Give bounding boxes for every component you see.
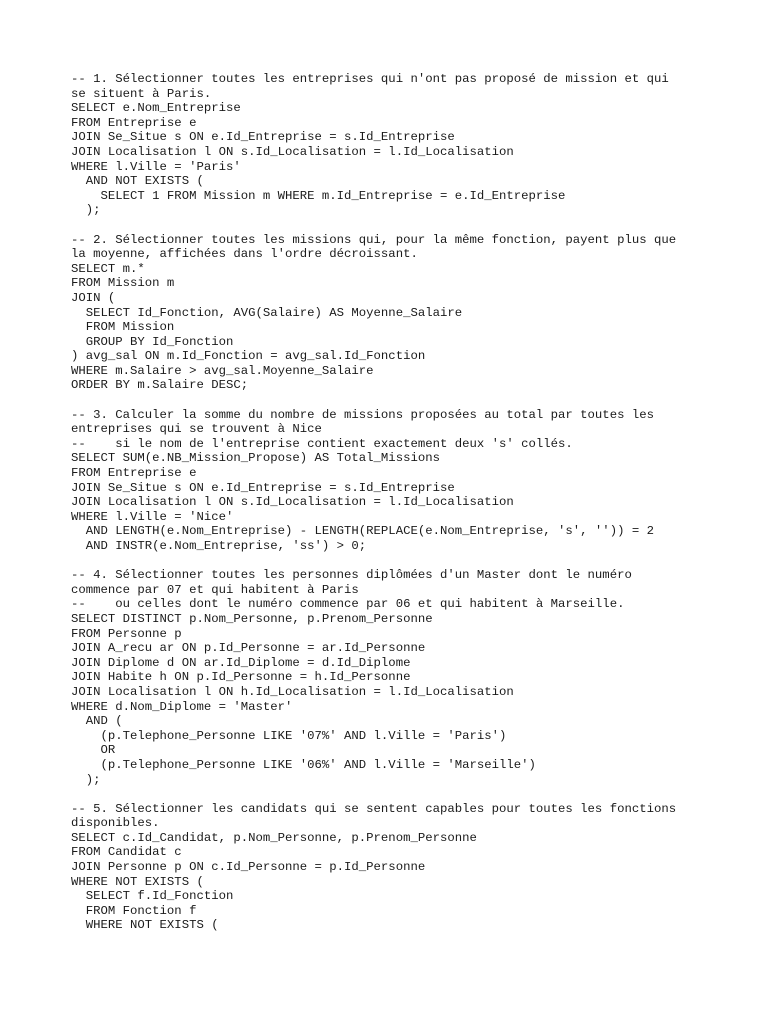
code-line: FROM Mission m: [71, 276, 175, 291]
code-line: WHERE l.Ville = 'Nice': [71, 509, 234, 524]
code-line: WHERE m.Salaire > avg_sal.Moyenne_Salaire: [71, 363, 374, 378]
code-line: OR: [71, 743, 116, 758]
code-line: GROUP BY Id_Fonction: [71, 334, 234, 349]
code-line: FROM Personne p: [71, 626, 182, 641]
comment-line: -- 1. Sélectionner toutes les entreprises qui n'ont pas proposé de mission et qui: [71, 72, 669, 86]
code-line: AND INSTR(e.Nom_Entreprise, 'ss') > 0;: [71, 539, 367, 553]
code-line: JOIN Se_Situe s ON e.Id_Entreprise = s.Id_Entreprise: [71, 480, 455, 495]
code-line: SELECT SUM(e.NB_Mission_Propose) AS Total_Missions: [71, 451, 440, 466]
code-line: FROM Candidat c: [71, 845, 182, 860]
code-line: ) avg_sal ON m.Id_Fonction = avg_sal.Id_Fonction: [71, 349, 426, 364]
code-line: AND (: [71, 714, 123, 729]
code-line: JOIN Se_Situe s ON e.Id_Entreprise = s.Id_Entreprise: [71, 130, 455, 145]
code-line: JOIN Personne p ON c.Id_Personne = p.Id_Personne: [71, 860, 426, 875]
blank-line: [71, 393, 731, 408]
code-line: SELECT c.Id_Candidat, p.Nom_Personne, p.Prenom_Personne: [71, 830, 477, 845]
code-line: disponibles.: [71, 816, 160, 831]
code-line: );: [71, 203, 101, 218]
code-line: AND LENGTH(e.Nom_Entreprise) - LENGTH(REPLACE(e.Nom_Entreprise, 's', '')) = 2: [71, 524, 654, 539]
comment-line: -- si le nom de l'entreprise contient exactement deux 's' collés.: [71, 436, 573, 451]
code-line: FROM Mission: [71, 320, 175, 335]
code-line: WHERE NOT EXISTS (: [71, 874, 204, 889]
code-line: WHERE d.Nom_Diplome = 'Master': [71, 699, 293, 714]
code-line: (p.Telephone_Personne LIKE '06%' AND l.Ville = 'Marseille'): [71, 757, 536, 772]
blank-line: [71, 787, 731, 802]
code-line: FROM Entreprise e: [71, 466, 197, 481]
code-line: commence par 07 et qui habitent à Paris: [71, 582, 359, 597]
code-line: se situent à Paris.: [71, 86, 212, 101]
code-line: WHERE l.Ville = 'Paris': [71, 159, 241, 174]
code-line: WHERE NOT EXISTS (: [71, 918, 219, 933]
code-line: JOIN Diplome d ON ar.Id_Diplome = d.Id_Diplome: [71, 655, 411, 670]
comment-line: -- 3. Calculer la somme du nombre de missions proposées au total par toutes les: [71, 407, 654, 422]
code-line: JOIN Localisation l ON s.Id_Localisation = l.Id_Localisation: [71, 495, 514, 510]
code-line: SELECT f.Id_Fonction: [71, 889, 234, 904]
code-line: AND NOT EXISTS (: [71, 174, 204, 189]
code-line: JOIN Localisation l ON s.Id_Localisation = l.Id_Localisation: [71, 144, 514, 159]
code-line: SELECT m.*: [71, 261, 145, 276]
code-line: JOIN Localisation l ON h.Id_Localisation = l.Id_Localisation: [71, 684, 514, 699]
code-line: la moyenne, affichées dans l'ordre décroissant.: [71, 247, 418, 262]
code-line: FROM Fonction f: [71, 903, 197, 918]
code-line: JOIN Habite h ON p.Id_Personne = h.Id_Personne: [71, 670, 411, 685]
blank-line: [71, 554, 731, 569]
code-line: );: [71, 772, 101, 787]
code-line: SELECT DISTINCT p.Nom_Personne, p.Prenom_Personne: [71, 611, 433, 626]
code-line: JOIN A_recu ar ON p.Id_Personne = ar.Id_Personne: [71, 641, 426, 656]
comment-line: -- 5. Sélectionner les candidats qui se sentent capables pour toutes les fonctions: [71, 801, 677, 816]
code-line: JOIN (: [71, 290, 116, 305]
code-line: entreprises qui se trouvent à Nice: [71, 422, 322, 437]
comment-line: -- ou celles dont le numéro commence par 06 et qui habitent à Marseille.: [71, 597, 625, 612]
comment-line: -- 4. Sélectionner toutes les personnes diplômées d'un Master dont le numéro: [71, 568, 632, 583]
code-line: FROM Entreprise e: [71, 115, 197, 130]
code-line: ORDER BY m.Salaire DESC;: [71, 378, 249, 393]
code-line: SELECT 1 FROM Mission m WHERE m.Id_Entreprise = e.Id_Entreprise: [71, 188, 566, 203]
comment-line: -- 2. Sélectionner toutes les missions qui, pour la même fonction, payent plus que: [71, 232, 677, 247]
code-line: SELECT e.Nom_Entreprise: [71, 101, 241, 116]
code-line: (p.Telephone_Personne LIKE '07%' AND l.Ville = 'Paris'): [71, 728, 507, 743]
document-page: [71, 72, 731, 933]
blank-line: [71, 218, 731, 233]
code-line: SELECT Id_Fonction, AVG(Salaire) AS Moyenne_Salaire: [71, 305, 463, 320]
